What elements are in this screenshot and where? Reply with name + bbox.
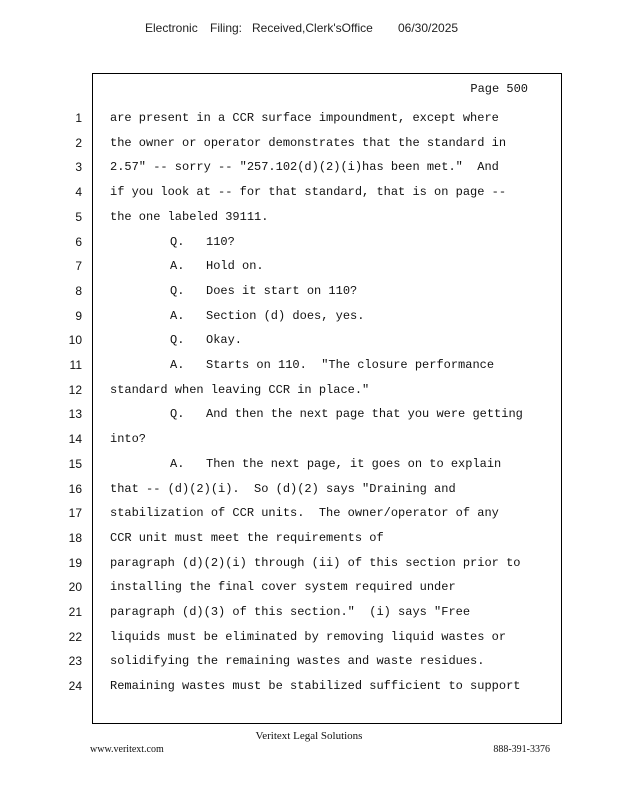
line-text: solidifying the remaining wastes and waste residues. [110, 654, 485, 669]
transcript-line [0, 210, 618, 230]
line-number: 3 [75, 160, 82, 175]
line-number: 8 [75, 283, 82, 298]
line-number: 18 [68, 530, 82, 545]
transcript-line [0, 457, 618, 477]
line-text: installing the final cover system required under [110, 580, 456, 595]
line-number: 1 [75, 111, 82, 125]
transcript-line [0, 679, 618, 699]
line-number: 16 [68, 481, 82, 496]
transcript-line [0, 383, 618, 403]
line-text: paragraph (d)(3) of this section." (i) says "Free [110, 605, 471, 619]
line-number: 24 [68, 679, 82, 694]
line-text: Remaining wastes must be stabilized sufficient to support [110, 679, 521, 694]
line-number: 4 [75, 185, 82, 200]
qa-marker: Q. [170, 283, 185, 298]
line-number: 14 [68, 432, 82, 447]
qa-marker: A. [170, 259, 185, 274]
transcript-line [0, 556, 618, 576]
transcript-line [0, 160, 618, 180]
line-text: the one labeled 39111. [110, 209, 269, 224]
line-text: Does it start on 110? [206, 283, 358, 298]
line-number: 2 [75, 135, 82, 150]
line-text: if you look at -- for that standard, that is on page -- [110, 185, 507, 200]
transcript-line [0, 136, 618, 156]
line-text: 2.57" -- sorry -- "257.102(d)(2)(i)has been met." And [110, 160, 499, 175]
transcript-line [0, 407, 618, 427]
line-text: Then the next page, it goes on to explain [206, 456, 502, 471]
line-number: 13 [68, 407, 82, 422]
line-number: 6 [75, 234, 82, 249]
line-number: 17 [68, 506, 82, 521]
transcript-line [0, 432, 618, 452]
transcript-line [0, 630, 618, 650]
line-text: paragraph (d)(2)(i) through (ii) of this section prior to [110, 555, 521, 570]
line-text: 110? [206, 234, 235, 249]
qa-marker: A. [170, 308, 185, 323]
line-text: stabilization of CCR units. The owner/operator of any [110, 506, 499, 521]
transcript-line [0, 309, 618, 329]
transcript-line [0, 482, 618, 502]
page-number: Page 500 [470, 82, 528, 96]
filing-header [0, 21, 618, 37]
line-number: 15 [68, 456, 82, 471]
transcript-line [0, 185, 618, 205]
line-number: 10 [68, 333, 82, 348]
line-number: 7 [75, 259, 82, 274]
line-text: Okay. [206, 333, 243, 348]
transcript-line [0, 111, 618, 131]
qa-marker: Q. [170, 407, 185, 422]
qa-marker: Q. [170, 234, 185, 249]
header-received: Received,Clerk'sOffice [252, 21, 373, 35]
line-number: 9 [75, 308, 82, 323]
header-filing: Filing: [210, 21, 243, 35]
line-text: Hold on. [206, 259, 264, 274]
header-electronic: Electronic [145, 21, 198, 35]
transcript-line [0, 531, 618, 551]
line-text: CCR unit must meet the requirements of [110, 530, 384, 545]
line-text: that -- (d)(2)(i). So (d)(2) says "Draining and [110, 481, 456, 496]
qa-marker: A. [170, 456, 185, 471]
line-text: liquids must be eliminated by removing liquid wastes or [110, 629, 507, 644]
line-text: standard when leaving CCR in place." [110, 382, 370, 397]
footer-website: www.veritext.com [90, 744, 164, 755]
transcript-line [0, 284, 618, 304]
transcript-line [0, 580, 618, 600]
line-text: are present in a CCR surface impoundment, except where [110, 111, 499, 125]
line-text: Starts on 110. "The closure performance [206, 358, 495, 372]
transcript-line [0, 235, 618, 255]
footer-phone: 888-391-3376 [493, 744, 550, 755]
line-number: 22 [68, 629, 82, 644]
line-text: And then the next page that you were getting [206, 407, 523, 422]
line-number: 21 [68, 605, 82, 619]
header-date: 06/30/2025 [398, 21, 459, 35]
line-number: 12 [68, 382, 82, 397]
line-number: 11 [69, 358, 82, 372]
transcript-line [0, 605, 618, 625]
line-number: 20 [68, 580, 82, 595]
line-number: 5 [75, 209, 82, 224]
line-text: into? [110, 432, 147, 447]
line-number: 23 [68, 654, 82, 669]
line-text: Section (d) does, yes. [206, 308, 365, 323]
transcript-line [0, 259, 618, 279]
transcript-line [0, 506, 618, 526]
footer-brand: Veritext Legal Solutions [255, 730, 363, 742]
line-number: 19 [68, 555, 82, 570]
line-text: the owner or operator demonstrates that the standard in [110, 135, 507, 150]
qa-marker: A. [170, 358, 185, 372]
transcript-line [0, 358, 618, 378]
transcript-line [0, 654, 618, 674]
transcript-line [0, 333, 618, 353]
qa-marker: Q. [170, 333, 185, 348]
